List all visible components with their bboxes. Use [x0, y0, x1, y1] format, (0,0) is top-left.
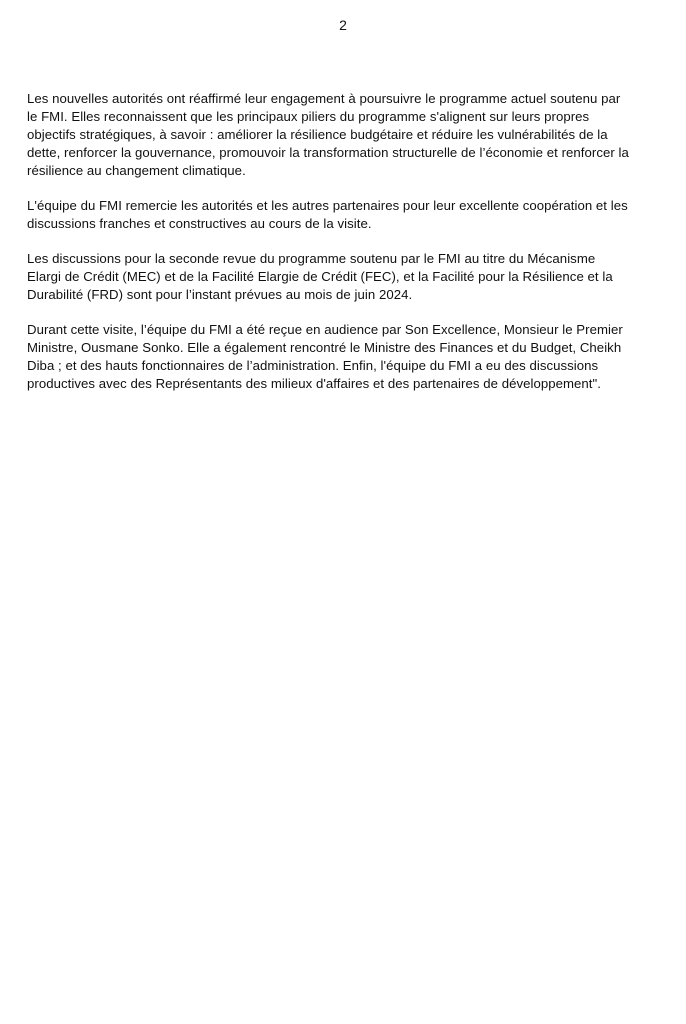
text-line: le FMI. Elles reconnaissent que les principaux piliers du programme s'alignent sur leurs propres — [27, 109, 590, 124]
text-line: Les discussions pour la seconde revue du programme soutenu par le FMI au titre du Mécanisme — [27, 251, 596, 266]
paragraph-second-review — [27, 250, 659, 304]
text-line: productives avec des Représentants des milieux d'affaires et des partenaires de développement". — [27, 376, 601, 391]
text-line: Les nouvelles autorités ont réaffirmé leur engagement à poursuivre le programme actuel soutenu par — [27, 91, 621, 106]
paragraph-commitment — [27, 90, 659, 180]
text-line: objectifs stratégiques, à savoir : améliorer la résilience budgétaire et réduire les vulnérabilités de la — [27, 127, 608, 142]
page-number: 2 — [339, 17, 347, 33]
text-line: dette, renforcer la gouvernance, promouvoir la transformation structurelle de l’économie et renforcer la — [27, 145, 629, 160]
document-body — [27, 90, 659, 410]
text-line: Elargi de Crédit (MEC) et de la Facilité Elargie de Crédit (FEC), et la Facilité pour la Résilience et la — [27, 269, 613, 284]
text-line: Durant cette visite, l’équipe du FMI a été reçue en audience par Son Excellence, Monsieur le Premier — [27, 322, 623, 337]
text-line: L'équipe du FMI remercie les autorités et les autres partenaires pour leur excellente coopération et les — [27, 198, 628, 213]
text-line: discussions franches et constructives au cours de la visite. — [27, 216, 372, 231]
text-line: Diba ; et des hauts fonctionnaires de l’administration. Enfin, l'équipe du FMI a eu des discussions — [27, 358, 599, 373]
text-line: Durabilité (FRD) sont pour l’instant prévues au mois de juin 2024. — [27, 287, 413, 302]
text-line: résilience au changement climatique. — [27, 163, 246, 178]
text-line: Ministre, Ousmane Sonko. Elle a également rencontré le Ministre des Finances et du Budget, Cheikh — [27, 340, 622, 355]
paragraph-audience — [27, 321, 659, 393]
paragraph-thanks — [27, 197, 659, 233]
